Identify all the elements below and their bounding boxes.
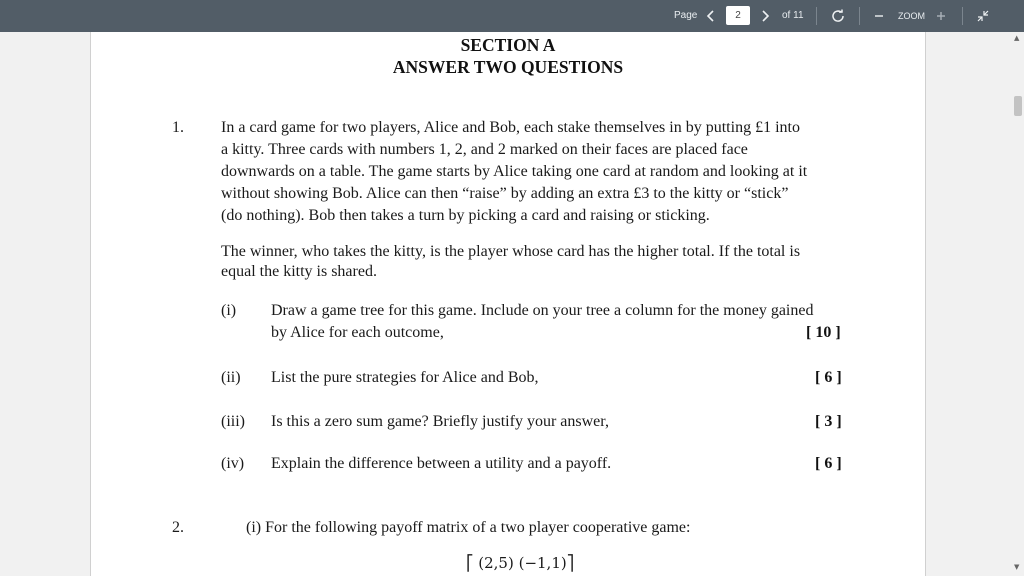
- text-line: a kitty. Three cards with numbers 1, 2, and 2 marked on their faces are placed face: [221, 141, 748, 158]
- exit-fullscreen-button[interactable]: [976, 0, 990, 32]
- toolbar-divider: [859, 7, 860, 25]
- section-title: SECTION A: [460, 35, 556, 55]
- pdf-toolbar: [0, 0, 1024, 32]
- rotate-button[interactable]: [830, 0, 846, 32]
- question-2-part-i: (i) For the following payoff matrix of a two player cooperative game:: [246, 519, 691, 536]
- text-line: The winner, who takes the kitty, is the player whose card has the higher total. If the total is: [221, 243, 801, 260]
- zoom-in-button[interactable]: [934, 0, 948, 32]
- page-number-input[interactable]: [726, 6, 750, 25]
- marks-badge: [ 3 ]: [815, 413, 842, 430]
- marks-badge: [ 6 ]: [815, 369, 842, 386]
- text-line: without showing Bob. Alice can then “raise” by adding an extra £3 to the kitty or “stick”: [221, 185, 789, 202]
- plus-icon: [936, 11, 946, 21]
- question-1-intro: [221, 117, 846, 227]
- question-1-rules: [221, 242, 846, 282]
- part-label: (iv): [221, 455, 245, 472]
- text-line: equal the kitty is shared.: [221, 263, 377, 280]
- text-line: downwards on a table. The game starts by Alice taking one card at random and looking at it: [221, 163, 808, 180]
- chevron-left-icon: [706, 9, 716, 23]
- payoff-matrix-row: ⎡ (2,5) (−1,1)⎤: [466, 554, 575, 572]
- previous-page-button[interactable]: [704, 0, 718, 32]
- part-iii-text: Is this a zero sum game? Briefly justify your answer,: [271, 413, 609, 430]
- minus-icon: [874, 11, 884, 21]
- scroll-down-arrow-icon[interactable]: ▼: [1014, 563, 1020, 571]
- text-line: In a card game for two players, Alice and Bob, each stake themselves in by putting £1 into: [221, 119, 800, 136]
- part-ii-text: List the pure strategies for Alice and Bob,: [271, 369, 539, 386]
- text-line: by Alice for each outcome,: [271, 324, 444, 341]
- toolbar-divider: [816, 7, 817, 25]
- section-subtitle: ANSWER TWO QUESTIONS: [392, 57, 624, 77]
- page-label: Page: [674, 10, 698, 21]
- part-iv-text: Explain the difference between a utility and a payoff.: [271, 455, 612, 472]
- question-1-number: 1.: [172, 119, 184, 136]
- chevron-right-icon: [760, 9, 770, 23]
- scroll-up-arrow-icon[interactable]: ▲: [1014, 34, 1020, 42]
- rotate-icon: [831, 9, 845, 23]
- part-label: (i): [221, 302, 237, 319]
- text-line: Draw a game tree for this game. Include on your tree a column for the money gained: [271, 302, 814, 319]
- question-2-number: 2.: [172, 519, 184, 536]
- toolbar-divider: [962, 7, 963, 25]
- part-label: (ii): [221, 369, 241, 386]
- zoom-out-button[interactable]: [872, 0, 886, 32]
- scrollbar-thumb[interactable]: [1014, 96, 1022, 116]
- part-i-text: [271, 300, 846, 344]
- page-count: of 11: [782, 10, 804, 21]
- text-line: (do nothing). Bob then takes a turn by picking a card and raising or sticking.: [221, 207, 710, 224]
- marks-badge: [ 10 ]: [806, 324, 841, 341]
- zoom-label: ZOOM: [898, 11, 925, 21]
- exit-fullscreen-icon: [977, 10, 989, 22]
- part-label: (iii): [221, 413, 245, 430]
- next-page-button[interactable]: [758, 0, 772, 32]
- marks-badge: [ 6 ]: [815, 455, 842, 472]
